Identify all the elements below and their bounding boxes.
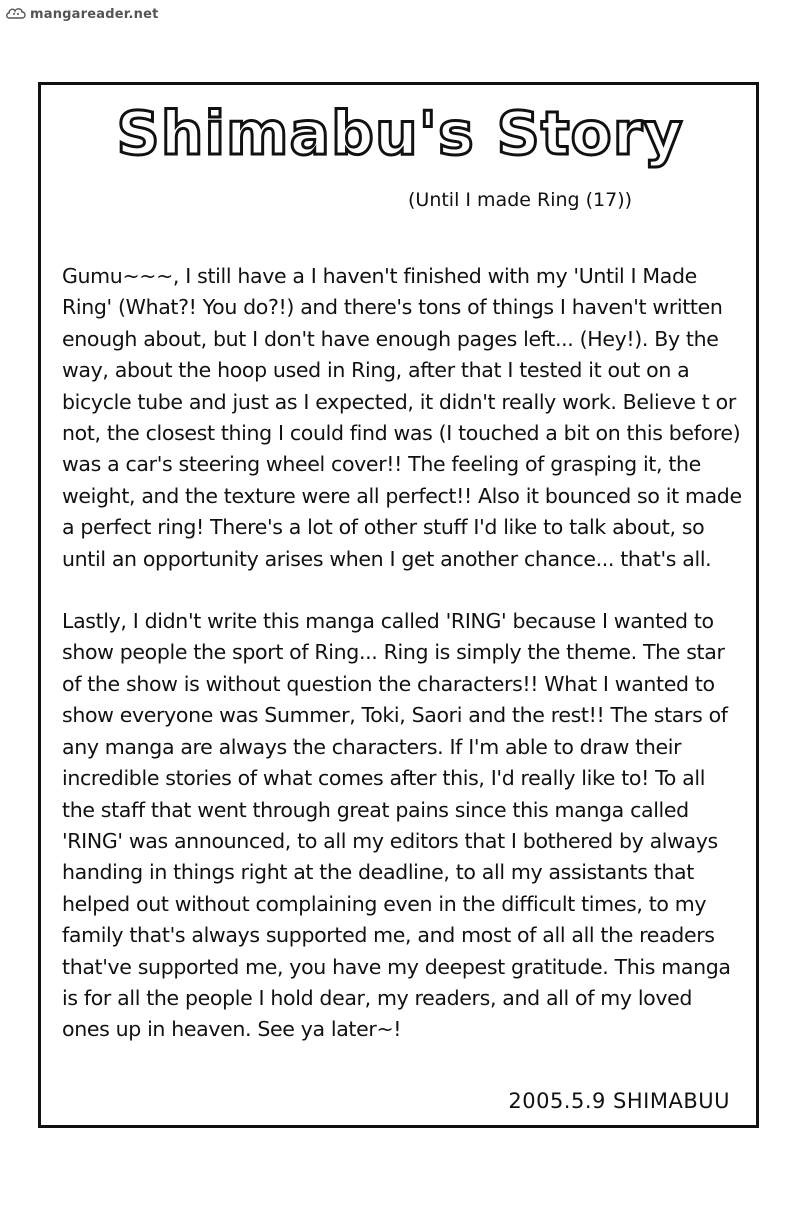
story-body [62, 261, 742, 1046]
story-paragraph-1: Gumu~~~, I still have a I haven't finished with my 'Until I Made Ring' (What?! You do?!) and there's tons of things I haven't written enough about, but I don't have enough pages left... (Hey!). By the way, about the hoop used in Ring, after that I tested it out on a bicycle tube and just as I expected, it didn't really work. Believe t or not, the closest thing I could find was (I touched a bit on this before) was a car's steering wheel cover!! The feeling of grasping it, the weight, and the texture were all perfect!! Also it bounced so it made a perfect ring! There's a lot of other stuff I'd like to talk about, so until an opportunity arises when I get another chance... that's all. [62, 264, 742, 571]
signature: 2005.5.9 SHIMABUU [508, 1089, 730, 1113]
site-watermark [6, 2, 159, 26]
watermark-text: mangareader.net [30, 6, 159, 22]
cloud-face-icon [6, 6, 26, 22]
story-paragraph-2: Lastly, I didn't write this manga called 'RING' because I wanted to show people the sport of Ring... Ring is simply the theme. The star of the show is without question the characters!! What I wanted to show everyone was Summer, Toki, Saori and the rest!! The stars of any manga are always the characters. If I'm able to draw their incredible stories of what comes after this, I'd really like to! To all the staff that went through great pains since this manga called 'RING' was announced, to all my editors that I bothered by always handing in things right at the deadline, to all my assistants that helped out without complaining even in the difficult times, to my family that's always supported me, and most of all all the readers that've supported me, you have my deepest gratitude. This manga is for all the people I hold dear, my readers, and all of my loved ones up in heaven. See ya later~! [62, 609, 731, 1042]
page-subtitle: (Until I made Ring (17)) [408, 189, 633, 211]
page-title: Shimabu's Story [116, 99, 684, 169]
